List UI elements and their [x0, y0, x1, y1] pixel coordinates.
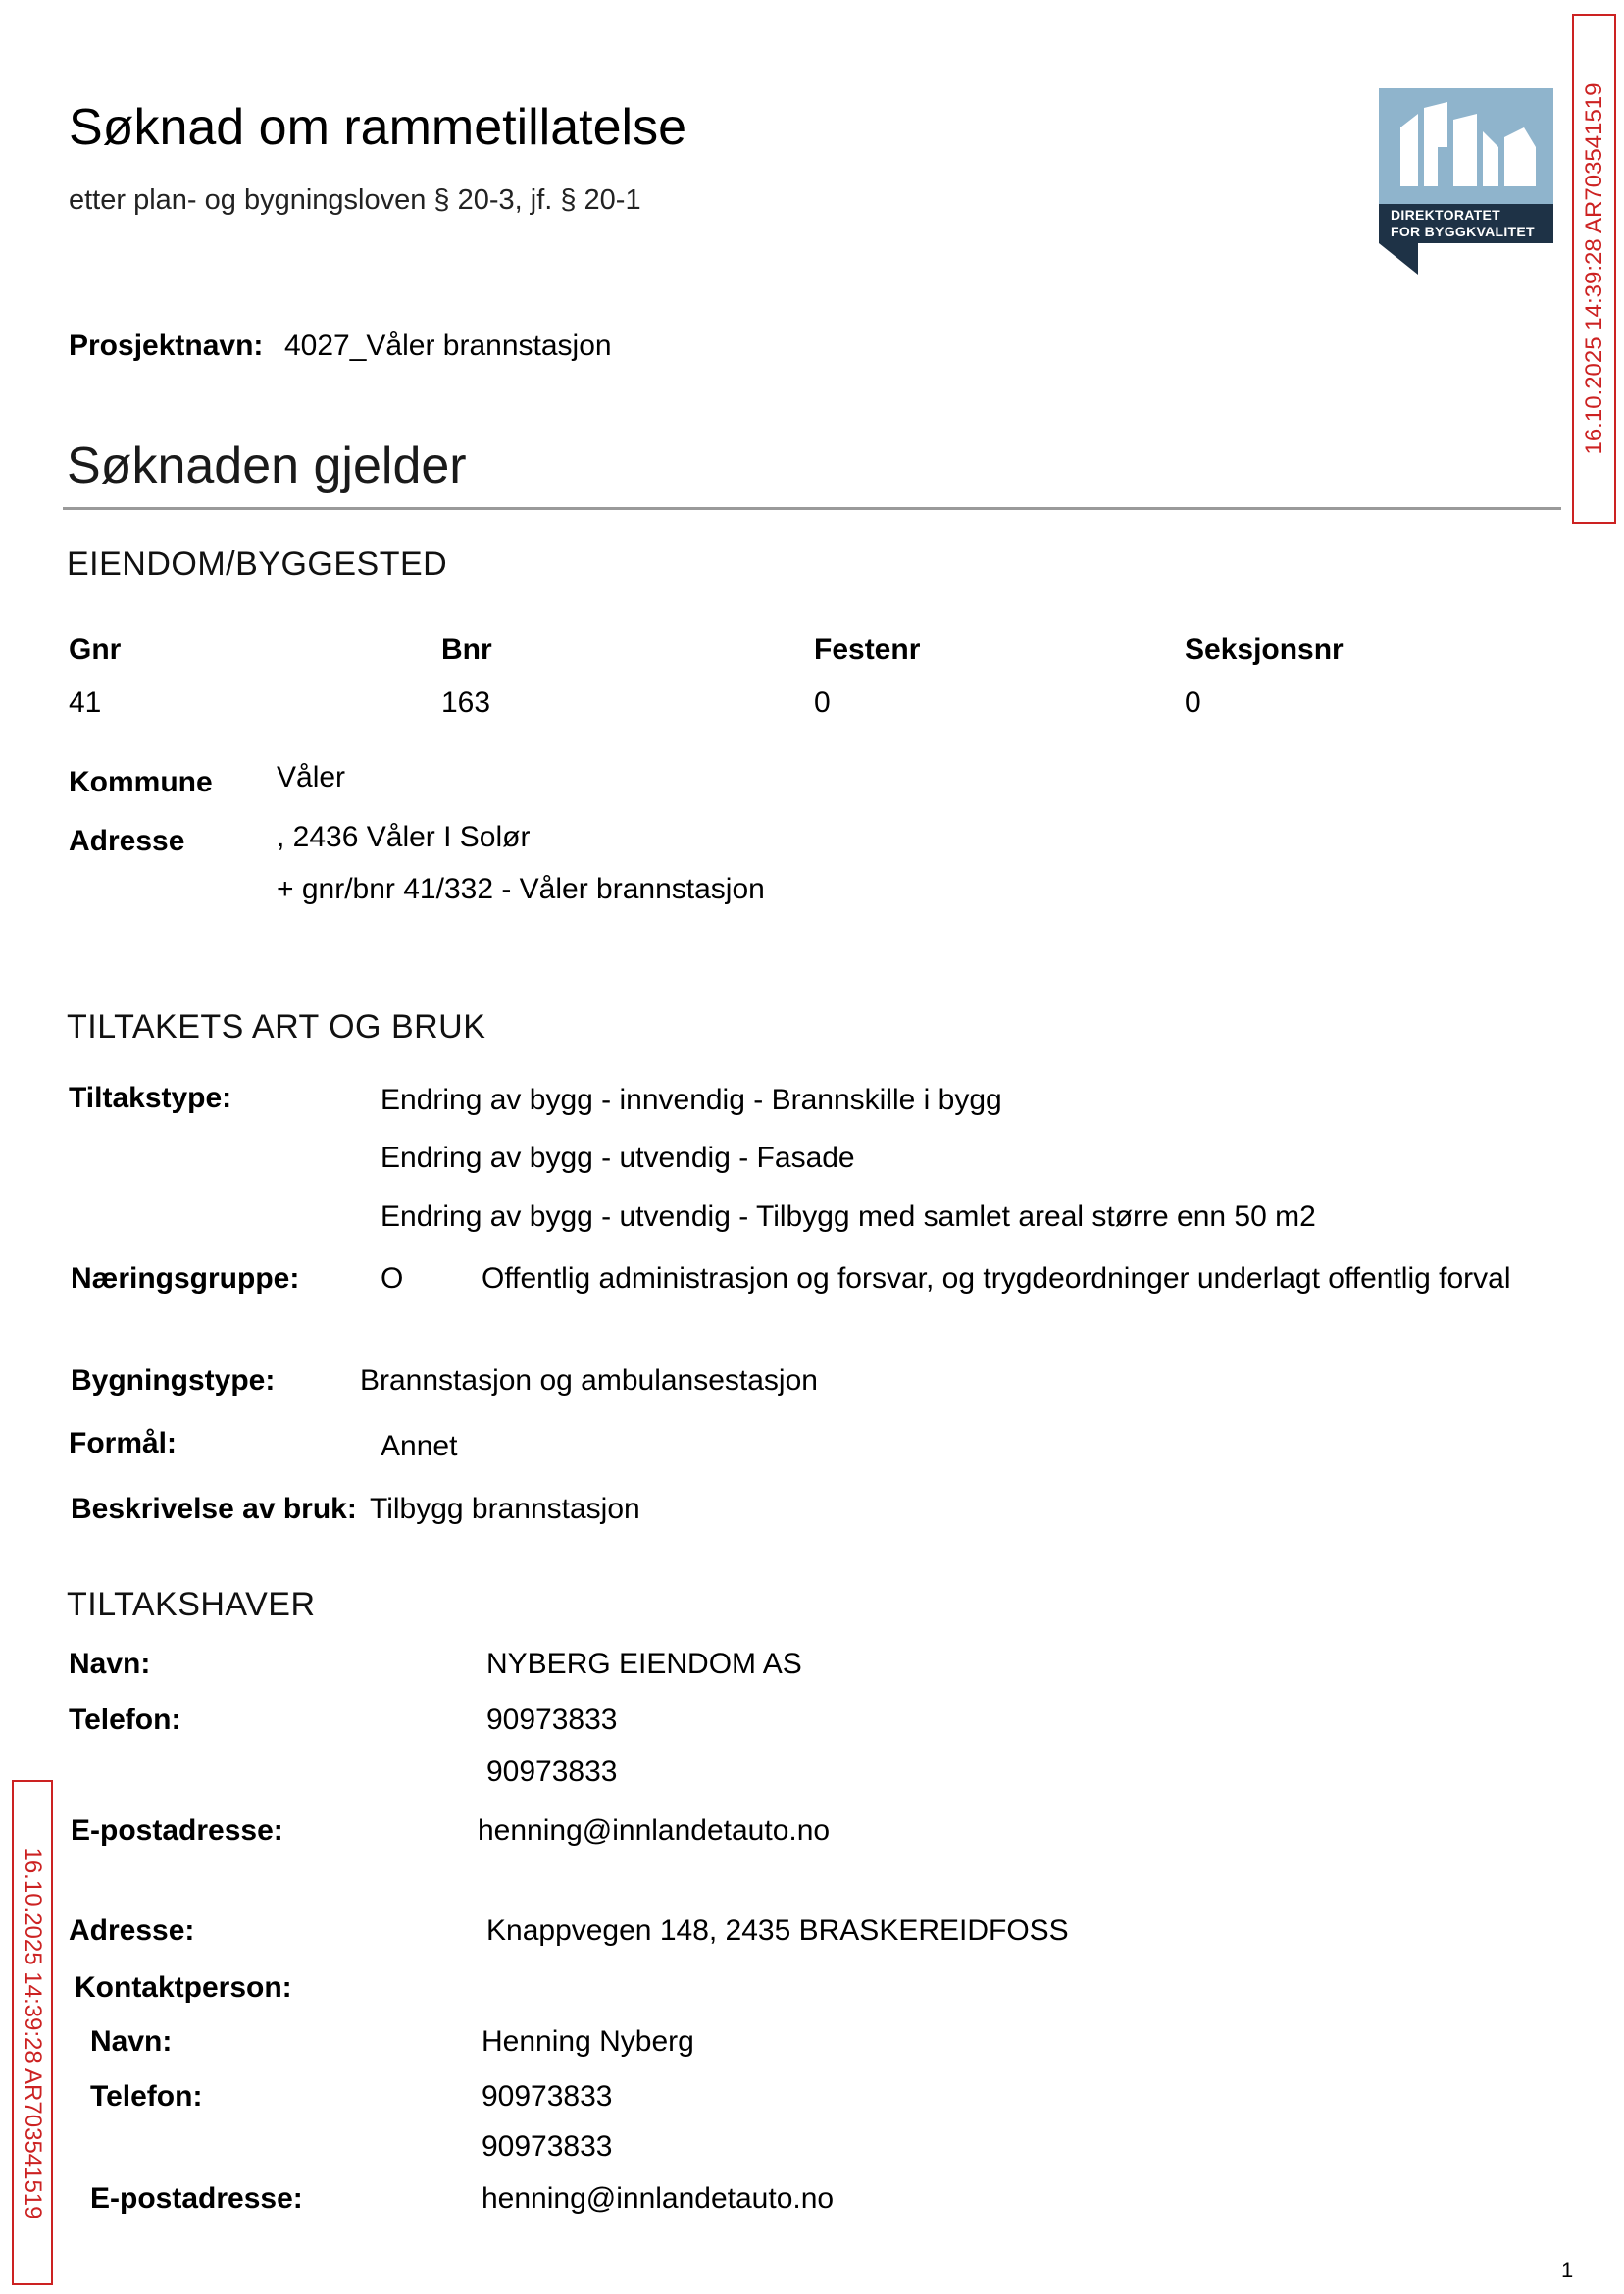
adresse-label: Adresse [69, 825, 185, 857]
tiltakstype-label: Tiltakstype: [69, 1082, 232, 1114]
logo-band [1379, 204, 1553, 243]
kontakt-telefon-label: Telefon: [90, 2080, 203, 2113]
document-subtitle: etter plan- og bygningsloven § 20-3, jf. § 20-1 [69, 184, 641, 216]
tiltakshaver-epost-value: henning@innlandetauto.no [478, 1814, 831, 1847]
heading-divider [63, 507, 1561, 510]
tiltakshaver-telefon-value-2: 90973833 [486, 1756, 618, 1788]
logo-text-line2: FOR BYGGKVALITET [1391, 224, 1535, 239]
tiltakshaver-adresse-label: Adresse: [69, 1914, 195, 1947]
kontakt-telefon-value-1: 90973833 [482, 2080, 613, 2113]
seksjonsnr-value: 0 [1185, 687, 1201, 719]
page-number: 1 [1561, 2258, 1574, 2282]
project-label: Prosjektnavn: [69, 330, 264, 362]
kontakt-navn-label: Navn: [90, 2025, 173, 2058]
tiltakshaver-telefon-label: Telefon: [69, 1704, 181, 1736]
beskrivelse-value: Tilbygg brannstasjon [370, 1493, 640, 1525]
logo-text-line1: DIREKTORATET [1391, 207, 1500, 223]
formal-label: Formål: [69, 1427, 178, 1459]
kommune-label: Kommune [69, 766, 213, 798]
logo-flag-icon [1379, 243, 1420, 275]
adresse-line-1: , 2436 Våler I Solør [277, 821, 531, 853]
bygningstype-value: Brannstasjon og ambulansestasjon [360, 1364, 818, 1397]
naeringsgruppe-label: Næringsgruppe: [71, 1262, 300, 1295]
kontaktperson-label: Kontaktperson: [75, 1971, 292, 2004]
section-heading: Søknaden gjelder [67, 437, 467, 494]
seksjonsnr-header: Seksjonsnr [1185, 634, 1344, 666]
festenr-value: 0 [814, 687, 831, 719]
project-value: 4027_Våler brannstasjon [284, 330, 612, 362]
formal-value: Annet [381, 1430, 458, 1462]
timestamp-stamp-left [12, 1780, 53, 2285]
bygningstype-label: Bygningstype: [71, 1364, 276, 1397]
tiltakstype-value-2: Endring av bygg - utvendig - Fasade [381, 1142, 855, 1174]
logo-graphic [1379, 88, 1553, 204]
kontakt-epost-label: E-postadresse: [90, 2182, 303, 2215]
tiltak-section-title: TILTAKETS ART OG BRUK [67, 1008, 486, 1045]
dibk-logo [1379, 88, 1553, 275]
tiltakshaver-telefon-value-1: 90973833 [486, 1704, 618, 1736]
bnr-header: Bnr [441, 634, 492, 666]
kontakt-navn-value: Henning Nyberg [482, 2025, 694, 2058]
document-title: Søknad om rammetillatelse [69, 99, 686, 156]
tiltakstype-value-3: Endring av bygg - utvendig - Tilbygg med samlet areal større enn 50 m2 [381, 1200, 1316, 1233]
stamp-text: 16.10.2025 14:39:28 AR703541519 [20, 1846, 46, 2219]
tiltakstype-value-1: Endring av bygg - innvendig - Brannskille i bygg [381, 1084, 1002, 1116]
kommune-value: Våler [277, 761, 346, 793]
tiltakshaver-epost-label: E-postadresse: [71, 1814, 283, 1847]
naeringsgruppe-text: Offentlig administrasjon og forsvar, og trygdeordninger underlagt offentlig forval [482, 1262, 1511, 1295]
stamp-text: 16.10.2025 14:39:28 AR703541519 [1580, 82, 1607, 455]
naeringsgruppe-code: O [381, 1262, 404, 1295]
kontakt-epost-value: henning@innlandetauto.no [482, 2182, 835, 2215]
kontakt-telefon-value-2: 90973833 [482, 2130, 613, 2163]
building-icon [1379, 88, 1553, 204]
tiltakshaver-section-title: TILTAKSHAVER [67, 1586, 316, 1623]
tiltakshaver-navn-label: Navn: [69, 1648, 151, 1680]
festenr-header: Festenr [814, 634, 921, 666]
tiltakshaver-adresse-value: Knappvegen 148, 2435 BRASKEREIDFOSS [486, 1914, 1069, 1947]
gnr-value: 41 [69, 687, 102, 719]
tiltakshaver-navn-value: NYBERG EIENDOM AS [486, 1648, 802, 1680]
timestamp-stamp-right [1572, 14, 1616, 524]
adresse-line-2: + gnr/bnr 41/332 - Våler brannstasjon [277, 873, 765, 905]
bnr-value: 163 [441, 687, 491, 719]
gnr-header: Gnr [69, 634, 122, 666]
beskrivelse-label: Beskrivelse av bruk: [71, 1493, 357, 1525]
property-section-title: EIENDOM/BYGGESTED [67, 545, 448, 583]
